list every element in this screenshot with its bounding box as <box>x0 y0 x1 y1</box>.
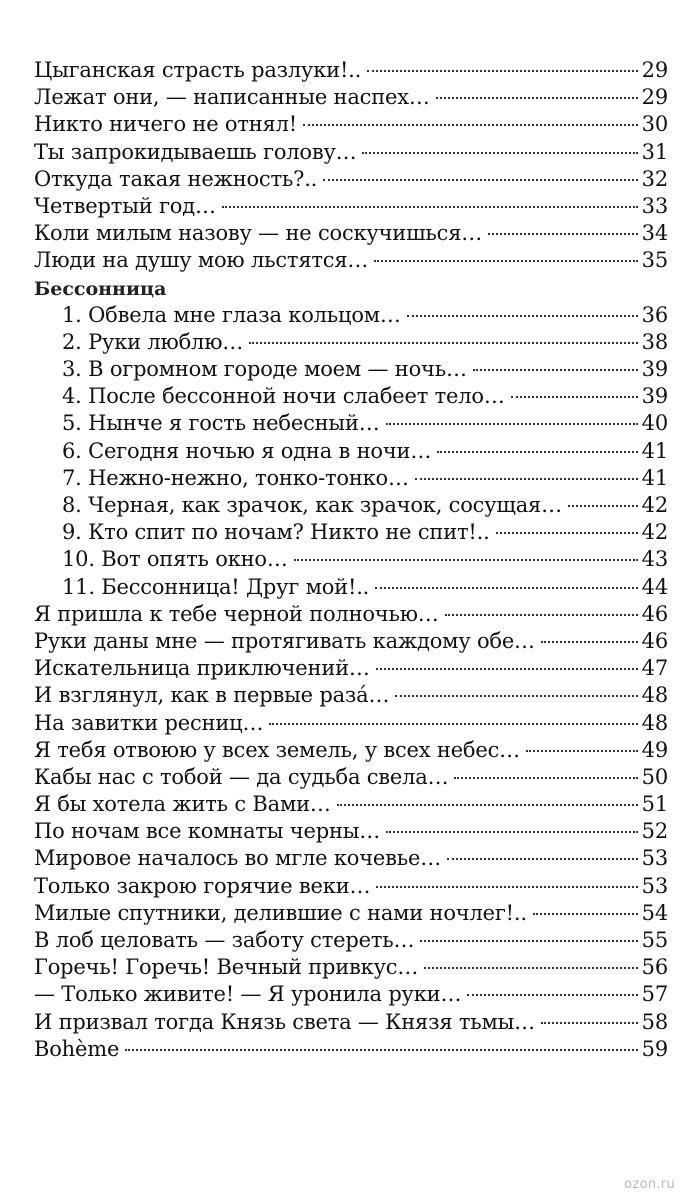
toc-entry <box>34 901 668 928</box>
toc-entry-page-number: 39 <box>641 357 668 382</box>
toc-entry-page-number: 56 <box>641 955 668 980</box>
toc-entry <box>34 656 668 683</box>
toc-entry <box>34 928 668 955</box>
toc-entry <box>34 466 668 493</box>
dot-leader <box>454 777 637 779</box>
dot-leader <box>386 831 638 833</box>
toc-entry-page-number: 43 <box>641 547 668 572</box>
dot-leader <box>407 315 638 317</box>
dot-leader <box>467 994 637 996</box>
toc-entry-title: Откуда такая нежность?.. <box>34 166 318 191</box>
dot-leader <box>303 124 638 126</box>
toc-entry <box>34 85 668 112</box>
toc-entry-page-number: 29 <box>641 85 668 110</box>
dot-leader <box>125 1049 638 1051</box>
toc-entry-title: 5. Нынче я гость небесный… <box>62 411 380 436</box>
toc-entry <box>34 1010 668 1037</box>
dot-leader <box>496 532 638 534</box>
toc-entry-title: Я бы хотела жить с Вами… <box>34 792 331 817</box>
toc-entry-title: И взглянул, как в первые разá… <box>34 683 390 708</box>
toc-entry <box>34 357 668 384</box>
toc-entry <box>34 602 668 629</box>
dot-leader <box>511 396 638 398</box>
toc-entry-page-number: 29 <box>641 58 668 82</box>
toc-entry-page-number: 55 <box>641 928 668 952</box>
toc-entry-page-number: 33 <box>641 193 668 218</box>
toc-entry-page-number: 42 <box>641 493 668 517</box>
toc-entry <box>34 1037 668 1064</box>
toc-entry-page-number: 41 <box>641 465 668 490</box>
toc-entry <box>34 248 668 275</box>
toc-entry-title: Люди на душу мою льстятся… <box>34 248 369 273</box>
toc-entry <box>34 520 668 547</box>
toc-entry-title: 7. Нежно-нежно, тонко-тонко… <box>62 465 409 490</box>
toc-entry-page-number: 34 <box>641 221 668 246</box>
toc-entry-title: Милые спутники, делившие с нами ночлег!.. <box>34 900 527 925</box>
toc-entry <box>34 819 668 846</box>
toc-entry-page-number: 48 <box>641 683 668 708</box>
toc-entry-page-number: 50 <box>641 764 668 789</box>
toc-entry-title: 1. Обвела мне глаза кольцом… <box>62 302 401 327</box>
toc-entry-page-number: 48 <box>641 710 668 735</box>
toc-entry <box>34 330 668 357</box>
toc-entry-page-number: 36 <box>641 302 668 327</box>
toc-entry-title: И призвал тогда Князь света — Князя тьмы… <box>34 1009 535 1034</box>
toc-entry-page-number: 46 <box>641 601 668 626</box>
dot-leader <box>362 152 637 154</box>
toc-entry-title: Никто ничего не отнял! <box>34 112 297 137</box>
toc-entry <box>34 303 668 330</box>
toc-entry <box>34 982 668 1009</box>
toc-entry <box>34 221 668 248</box>
toc-entry <box>34 711 668 738</box>
toc-entry-title: По ночам все комнаты черны… <box>34 819 381 844</box>
toc-entry <box>34 955 668 982</box>
toc-entry <box>34 629 668 656</box>
toc-entry-page-number: 53 <box>641 873 668 898</box>
toc-entry <box>34 493 668 520</box>
toc-entry <box>34 738 668 765</box>
toc-entry-title: Цыганская страсть разлуки!.. <box>34 58 362 82</box>
dot-leader <box>376 668 638 670</box>
dot-leader <box>488 233 638 235</box>
toc-entry-title: Bohème <box>34 1036 120 1061</box>
toc-entry-title: Коли милым назову — не соскучишься… <box>34 221 483 246</box>
toc-entry-title: Искательница приключений… <box>34 656 370 681</box>
dot-leader <box>436 97 638 99</box>
toc-entry <box>34 112 668 139</box>
dot-leader <box>541 1022 638 1024</box>
dot-leader <box>424 967 638 969</box>
toc-entry <box>34 765 668 792</box>
toc-entry-page-number: 30 <box>641 112 668 137</box>
toc-entry <box>34 167 668 194</box>
toc-entry-page-number: 44 <box>641 574 668 599</box>
toc-entry-page-number: 31 <box>641 139 668 164</box>
dot-leader <box>437 451 638 453</box>
toc-entry-title: 4. После бессонной ночи слабеет тело… <box>62 384 505 409</box>
dot-leader <box>386 423 638 425</box>
dot-leader <box>473 369 638 371</box>
watermark: ozon.ru <box>624 1177 675 1192</box>
dot-leader <box>445 614 638 616</box>
toc-entry-page-number: 53 <box>641 846 668 871</box>
toc-entry-title: Ты запрокидываешь голову… <box>34 139 357 164</box>
toc-entry <box>34 194 668 221</box>
dot-leader <box>541 641 638 643</box>
dot-leader <box>249 342 638 344</box>
dot-leader <box>420 940 637 942</box>
dot-leader <box>222 206 638 208</box>
toc-entry-title: Кабы нас с тобой — да судьба свела… <box>34 764 449 789</box>
toc-entry-title: 3. В огромном городе моем — ночь… <box>62 357 467 382</box>
toc-entry-page-number: 32 <box>641 166 668 191</box>
toc-entry-title: 11. Бессонница! Друг мой!.. <box>62 574 370 599</box>
toc-entry-page-number: 41 <box>641 438 668 463</box>
toc-entry-page-number: 40 <box>641 411 668 436</box>
toc-entry-title: Я тебя отвоюю у всех земель, у всех небес… <box>34 737 520 762</box>
toc-entry <box>34 792 668 819</box>
dot-leader <box>376 886 637 888</box>
toc-entry-title: Я пришла к тебе черной полночью… <box>34 601 439 626</box>
toc-entry-page-number: 51 <box>641 792 668 817</box>
toc-entry <box>34 140 668 167</box>
toc-entry <box>34 384 668 411</box>
dot-leader <box>526 750 638 752</box>
toc-entry <box>34 846 668 873</box>
toc-entry-title: Горечь! Горечь! Вечный привкус… <box>34 955 419 980</box>
dot-leader <box>367 70 638 72</box>
toc-entry-page-number: 58 <box>641 1009 668 1034</box>
table-of-contents <box>34 58 668 1064</box>
toc-entry <box>34 439 668 466</box>
toc-entry-title: Руки даны мне — протягивать каждому обе… <box>34 628 535 653</box>
toc-entry-title: 9. Кто спит по ночам? Никто не спит!.. <box>62 520 490 545</box>
toc-entry-page-number: 54 <box>641 900 668 925</box>
toc-entry-title: На завитки ресниц… <box>34 710 264 735</box>
toc-entry-title: 8. Черная, как зрачок, как зрачок, сосущая… <box>62 493 562 517</box>
toc-entry-page-number: 47 <box>641 656 668 681</box>
toc-entry-page-number: 46 <box>641 628 668 653</box>
dot-leader <box>269 723 637 725</box>
toc-entry-page-number: 57 <box>641 982 668 1007</box>
toc-entry-title: 10. Вот опять окно… <box>62 547 288 572</box>
dot-leader <box>533 913 638 915</box>
toc-entry-title: Только закрою горячие веки… <box>34 873 371 898</box>
dot-leader <box>447 858 638 860</box>
toc-entry <box>34 58 668 85</box>
dot-leader <box>395 695 637 697</box>
section-heading: Бессонница <box>34 277 167 300</box>
toc-entry-title: Четвертый год… <box>34 193 216 218</box>
dot-leader <box>375 587 638 589</box>
dot-leader <box>294 559 638 561</box>
dot-leader <box>415 478 638 480</box>
toc-entry <box>34 547 668 574</box>
toc-entry-page-number: 35 <box>641 248 668 273</box>
toc-entry-page-number: 42 <box>641 520 668 545</box>
dot-leader <box>374 260 637 262</box>
dot-leader <box>337 804 638 806</box>
toc-entry <box>34 575 668 602</box>
toc-entry <box>34 683 668 710</box>
toc-entry-title: — Только живите! — Я уронила руки… <box>34 982 462 1007</box>
toc-entry-page-number: 59 <box>641 1036 668 1061</box>
toc-entry-page-number: 38 <box>641 329 668 354</box>
toc-entry-title: Лежат они, — написанные наспех… <box>34 85 430 110</box>
dot-leader <box>568 505 638 507</box>
toc-entry <box>34 874 668 901</box>
toc-entry-page-number: 49 <box>641 737 668 762</box>
toc-entry-page-number: 39 <box>641 384 668 409</box>
toc-entry <box>34 411 668 438</box>
toc-entry-title: 6. Сегодня ночью я одна в ночи… <box>62 438 432 463</box>
toc-entry-title: В лоб целовать — заботу стереть… <box>34 928 415 952</box>
toc-entry-page-number: 52 <box>641 819 668 844</box>
dot-leader <box>323 179 638 181</box>
toc-entry-title: 2. Руки люблю… <box>62 329 244 354</box>
toc-entry-title: Мировое началось во мгле кочевье… <box>34 846 442 871</box>
